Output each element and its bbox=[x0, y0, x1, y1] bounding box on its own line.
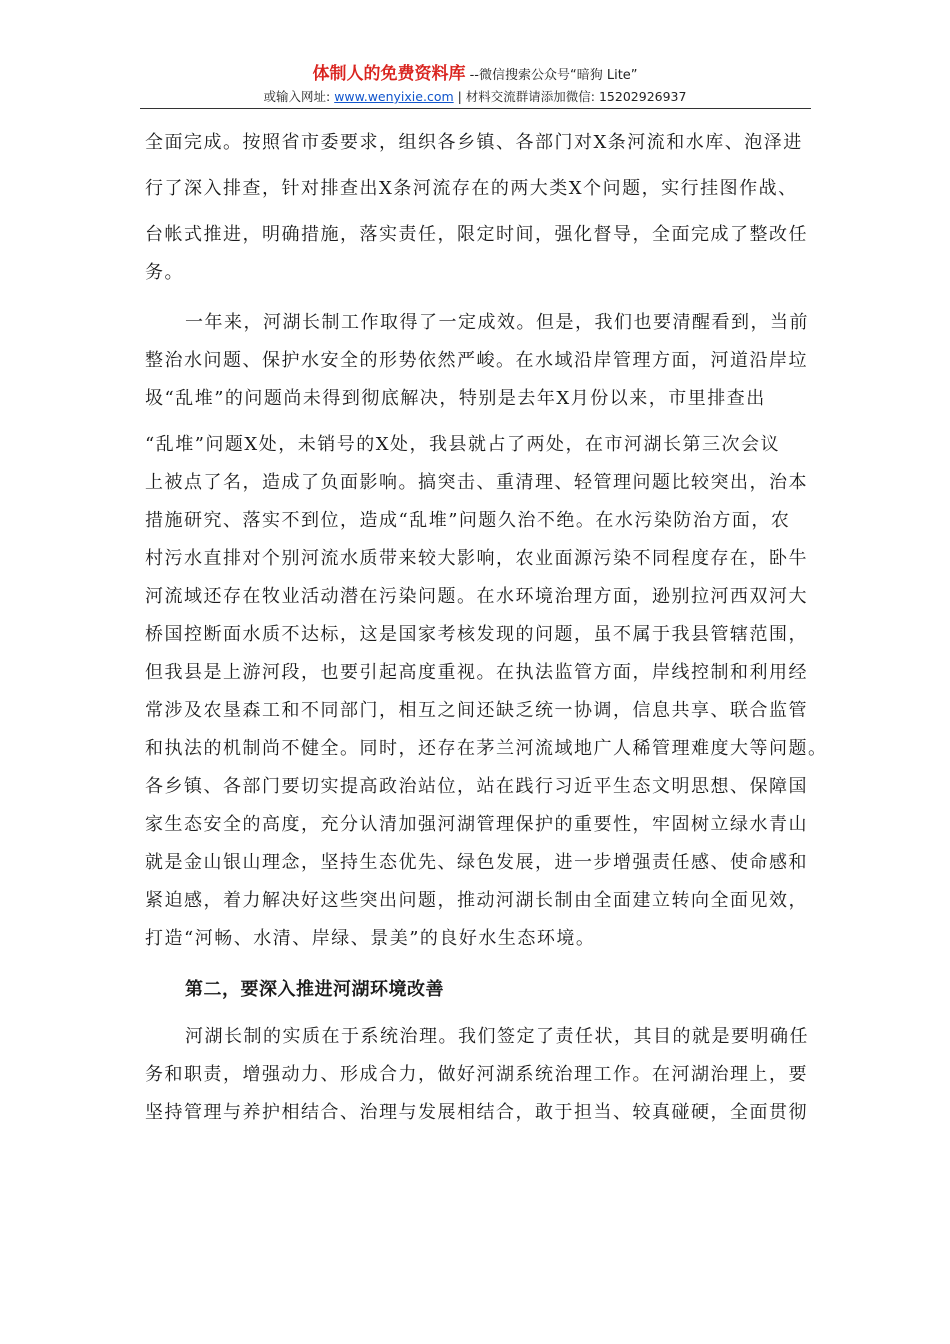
header-divider bbox=[140, 108, 811, 109]
text-line: 和执法的机制尚不健全。同时，还存在茅兰河流域地广人稀管理难度大等问题。 bbox=[145, 738, 828, 759]
text-line: 但我县是上游河段，也要引起高度重视。在执法监管方面，岸线控制和利用经 bbox=[145, 662, 808, 683]
header-title-line bbox=[0, 64, 950, 86]
text-line: 就是金山银山理念，坚持生态优先、绿色发展，进一步增强责任感、使命感和 bbox=[145, 852, 808, 873]
text-line: 行了深入排查，针对排查出X条河流存在的两大类X个问题，实行挂图作战、 bbox=[145, 178, 798, 199]
section-heading: 第二，要深入推进河湖环境改善 bbox=[185, 979, 444, 1000]
text-line: 常涉及农垦森工和不同部门，相互之间还缺乏统一协调，信息共享、联合监管 bbox=[145, 700, 808, 721]
header-tagline: --微信搜索公众号“暗狗 Lite” bbox=[465, 68, 638, 83]
paragraph-1 bbox=[145, 124, 807, 292]
url-prefix: 或输入网址: bbox=[263, 89, 335, 104]
document-header bbox=[0, 64, 950, 106]
text-line: 上被点了名，造成了负面影响。搞突击、重清理、轻管理问题比较突出，治本 bbox=[145, 472, 808, 493]
text-line: 整治水问题、保护水安全的形势依然严峻。在水域沿岸管理方面，河道沿岸垃 bbox=[145, 350, 808, 371]
paragraph-3 bbox=[145, 1018, 807, 1132]
text-line: 台帐式推进，明确措施，落实责任，限定时间，强化督导，全面完成了整改任 bbox=[145, 224, 808, 245]
text-line: 家生态安全的高度，充分认清加强河湖管理保护的重要性，牢固树立绿水青山 bbox=[145, 814, 808, 835]
text-line: 坚持管理与养护相结合、治理与发展相结合，敢于担当、较真碰硬，全面贯彻 bbox=[145, 1102, 808, 1123]
document-body bbox=[145, 124, 828, 1132]
text-line: 河湖长制的实质在于系统治理。我们签定了责任状，其目的就是要明确任 bbox=[185, 1026, 809, 1047]
paragraph-2 bbox=[145, 304, 828, 958]
text-line: 全面完成。按照省市委要求，组织各乡镇、各部门对X条河流和水库、泡泽进 bbox=[145, 132, 803, 153]
text-line: 桥国控断面水质不达标，这是国家考核发现的问题，虽不属于我县管辖范围， bbox=[145, 624, 808, 645]
website-link[interactable]: www.wenyixie.com bbox=[334, 89, 454, 104]
text-line: “乱堆”问题X处，未销号的X处，我县就占了两处，在市河湖长第三次会议 bbox=[145, 434, 781, 455]
header-url-line bbox=[0, 88, 950, 106]
text-line: 村污水直排对个别河流水质带来较大影响，农业面源污染不同程度存在，卧牛 bbox=[145, 548, 808, 569]
text-line: 河流域还存在牧业活动潜在污染问题。在水环境治理方面，逊别拉河西双河大 bbox=[145, 586, 808, 607]
text-line: 务和职责，增强动力、形成合力，做好河湖系统治理工作。在河湖治理上，要 bbox=[145, 1064, 808, 1085]
text-line: 各乡镇、各部门要切实提高政治站位，站在践行习近平生态文明思想、保障国 bbox=[145, 776, 808, 797]
text-line: 紧迫感，着力解决好这些突出问题，推动河湖长制由全面建立转向全面见效， bbox=[145, 890, 808, 911]
text-line: 圾“乱堆”的问题尚未得到彻底解决，特别是去年X月份以来，市里排查出 bbox=[145, 388, 766, 409]
brand-title: 体制人的免费资料库 bbox=[312, 64, 466, 84]
text-line: 打造“河畅、水清、岸绿、景美”的良好水生态环境。 bbox=[145, 928, 596, 949]
text-line: 务。 bbox=[145, 262, 184, 283]
text-line: 一年来，河湖长制工作取得了一定成效。但是，我们也要清醒看到，当前 bbox=[185, 312, 809, 333]
contact-info: | 材料交流群请添加微信: 15202926937 bbox=[453, 89, 687, 104]
text-line: 措施研究、落实不到位，造成“乱堆”问题久治不绝。在水污染防治方面，农 bbox=[145, 510, 791, 531]
